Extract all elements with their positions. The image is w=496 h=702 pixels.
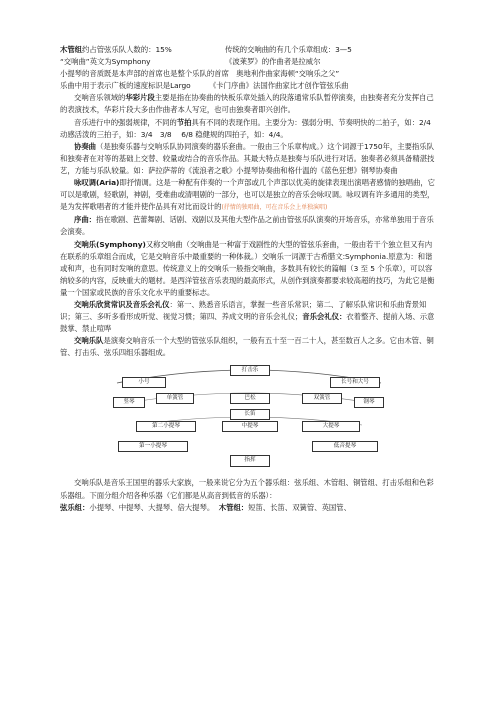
seat-first-violin: 第一小提琴 xyxy=(118,441,188,452)
seat-piano: 钢琴 xyxy=(354,397,384,408)
paragraph-aria: 咏叹调(Aria)即抒情调。这是一种配有伴奏的一个声部或几个声部以优美的旋律表现出演唱者感情的独唱曲，它可以是歌剧，轻歌剧，神剧，受难曲或清唱剧的一部分，也可以是独立的音乐会咏叹调。咏叹调有许多通用的类型，是为发挥歌唱者的才能并使作品具有对比而设计的(抒情的独唱曲，可在音乐会上单独演唱) xyxy=(60,178,436,212)
term-symphony: 交响乐(Symphony) xyxy=(74,239,146,249)
paragraph-concerto: 协奏曲（是独奏乐器与交响乐队协同演奏的器乐套曲。一般由三个乐章构成。）这个词源于1750年，主要指乐队和独奏者在对等的基础上交替、较量或结合的音乐作品。其最大特点是独奏与乐队进行对话。独奏者必须具备精湛技艺，方能与乐队较量。如：萨拉萨蒂的《流浪者之歌》小提琴协奏曲和格什温的《蓝色狂想》钢琴协奏曲 xyxy=(60,141,435,175)
paragraph-sections: 交响乐队是音乐王国里的器乐大家族，一般来说它分为五个器乐组：弦乐组、木管组、铜管组、打击乐组和色彩乐器组。下面分组介绍各种乐器（它们都是从高音到低音的乐器）： xyxy=(60,478,434,500)
seat-oboe: 单簧管 xyxy=(156,393,194,404)
term-concert-etiquette: 音乐会礼仪： xyxy=(302,312,347,322)
term-aria: 咏叹调(Aria) xyxy=(74,178,120,188)
seat-harp: 竖琴 xyxy=(113,397,145,408)
aria-note: (抒情的独唱曲，可在音乐会上单独演唱) xyxy=(221,204,328,212)
seat-trombone-tuba: 长号和大号 xyxy=(330,377,380,388)
seat-percussion: 打击乐 xyxy=(230,365,270,376)
fact-line-3: 小提琴的音质既是本声部的首席也是整个乐队的首席 奥地利作曲家海顿“交响乐之父” xyxy=(60,69,340,79)
seat-conductor: 指挥 xyxy=(230,455,270,467)
seat-flute: 长笛 xyxy=(230,409,270,420)
fact-line-1: 木管组约占管弦乐队人数的：15% 传统的交响曲的有几个乐章组成：3—5 xyxy=(60,45,352,54)
term-concerto: 协奏曲 xyxy=(74,141,97,151)
seat-viola: 中提琴 xyxy=(222,421,278,432)
seat-cello: 大提琴 xyxy=(302,421,360,432)
paragraph-overture: 序曲：指在歌剧、芭蕾舞剧、话剧、戏剧以及其他大型作品之前由管弦乐队演奏的开场音乐，亦常单独用于音乐会演奏。 xyxy=(60,215,434,237)
seat-second-violin: 第二小提琴 xyxy=(136,421,196,432)
term-strings: 弦乐组： xyxy=(60,502,90,512)
term-overture: 序曲： xyxy=(74,215,97,225)
term-orchestra: 交响乐队 xyxy=(74,336,104,346)
term-woodwinds: 木管组： xyxy=(218,502,249,512)
fact-line-4: 乐曲中用于表示广板的速度标识是Largo 《卡门序曲》法国作曲家比才创作管弦乐曲 xyxy=(60,81,349,91)
paragraph-meter: 音乐进行中的强弱规律，不同的节拍具有不同的表现作用。主要分为：强弱分明、节奏明快的二拍子，如：2/4 动感活泼的三拍子，如：3/4 3/8 6/8 稳健规的四拍子，如：4/4。 xyxy=(60,117,431,139)
fact-line-2: “交响曲”英文为Symphony 《波莱罗》的作曲者是拉威尔 xyxy=(60,57,321,67)
term-etiquette: 交响乐欣赏常识及音乐会礼仪 xyxy=(74,299,170,309)
paragraph-symphony: 交响乐(Symphony)又称交响曲（交响曲是一种富于戏剧性的大型的管弦乐套曲，一般由若干个独立但又有内在联系的乐章组合而成，它是交响音乐中最重要的一种体裁。）交响乐一词源于古希腊文:Symphonia.原意为：和谐或和声，也有同时发响的意思。传统意义上的交响乐一般指交响曲，多数具有较长的篇幅（3 至 5 个乐章），可以容纳较多的内容，反映重大的题材。是西洋管弦音乐表现的最高形式，从创作到演奏都要求较高超的技巧，为此它是衡量一个国家或民族的音乐文化水平的重要标志。 xyxy=(60,239,435,297)
paragraph-cadenza: 交响音乐领域的华彩片段主要是指在协奏曲的快板乐章处插入的段落通常乐队暂停演奏，由独奏者充分发挥自己的表演技术，华彩片段大多由作曲者本人写定，也可由独奏者即兴创作。 xyxy=(60,93,434,115)
term-woodwind: 木管组 xyxy=(60,45,83,54)
term-meter: 节拍 xyxy=(176,117,192,127)
seat-clarinet: 双簧管 xyxy=(302,393,342,404)
document-page xyxy=(60,44,438,514)
paragraph-etiquette: 交响乐欣赏常识及音乐会礼仪：第一、熟悉音乐语言，掌握一些音乐常识；第二、了解乐队常识和乐曲背景知识；第三、多听多看形成听觉、视觉习惯；第四、养成文明的音乐会礼仪；音乐会礼仪：衣着整齐、提前入场、示意鼓掌、禁止喧哗 xyxy=(60,299,435,334)
seat-bassoon: 巴松 xyxy=(230,393,270,404)
section-list-line: 弦乐组：小提琴、中提琴、大提琴、倍大提琴。 木管组：短笛、长笛、双簧管、英国管、 xyxy=(60,502,351,512)
term-cadenza: 华彩片段 xyxy=(125,93,155,103)
paragraph-orchestra: 交响乐队是演奏交响音乐一个大型的管弦乐队组织，一般有五十至一百二十人，甚至数百人之多。它由木管、铜管、打击乐、弦乐四组乐器组成。 xyxy=(60,336,434,358)
seat-double-bass: 低音提琴 xyxy=(312,441,378,452)
orchestra-seating-diagram xyxy=(112,363,386,469)
seat-trumpet: 小号 xyxy=(122,377,166,388)
